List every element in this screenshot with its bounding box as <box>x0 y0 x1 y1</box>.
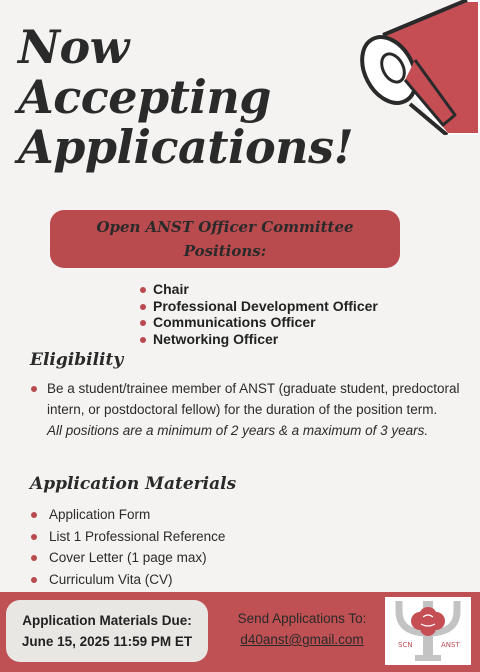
materials-list <box>30 504 225 590</box>
positions-banner-text: Open ANST Officer Committee Positions: <box>96 218 354 260</box>
materials-heading: Application Materials <box>30 474 237 494</box>
eligibility-note: All positions are a minimum of 2 years & a maximum of 3 years. <box>47 423 429 438</box>
position-item: Chair <box>139 281 378 298</box>
logo-text-left: SCN <box>398 641 413 649</box>
due-label: Application Materials Due: <box>22 613 192 628</box>
send-label: Send Applications To: <box>237 611 367 626</box>
position-item: Networking Officer <box>139 331 378 348</box>
eligibility-heading: Eligibility <box>30 350 124 370</box>
brain-psi-logo <box>385 597 471 665</box>
positions-banner <box>50 210 400 268</box>
due-date-box <box>6 600 208 662</box>
due-date: June 15, 2025 11:59 PM ET <box>21 634 193 649</box>
headline-line-2: Accepting <box>18 70 271 124</box>
materials-item: Cover Letter (1 page max) <box>30 547 225 569</box>
footer-bar <box>0 592 480 672</box>
megaphone-icon <box>355 0 480 135</box>
eligibility-item <box>30 378 460 441</box>
email-link[interactable]: d40anst@gmail.com <box>240 632 364 647</box>
materials-item: Curriculum Vita (CV) <box>30 569 225 591</box>
materials-item: Application Form <box>30 504 225 526</box>
headline-line-3: Applications! <box>18 120 354 174</box>
send-info <box>222 608 382 650</box>
headline <box>18 22 353 172</box>
materials-item: List 1 Professional Reference <box>30 526 225 548</box>
eligibility-list <box>30 378 460 441</box>
position-item: Communications Officer <box>139 314 378 331</box>
eligibility-item-text: Be a student/trainee member of ANST (graduate student, predoctoral intern, or postdoctoral fellow) for the duration of the position term. <box>47 381 460 417</box>
headline-line-1: Now <box>18 20 129 74</box>
positions-list <box>139 281 378 347</box>
logo-text-right: ANST <box>441 641 460 649</box>
position-item: Professional Development Officer <box>139 298 378 315</box>
